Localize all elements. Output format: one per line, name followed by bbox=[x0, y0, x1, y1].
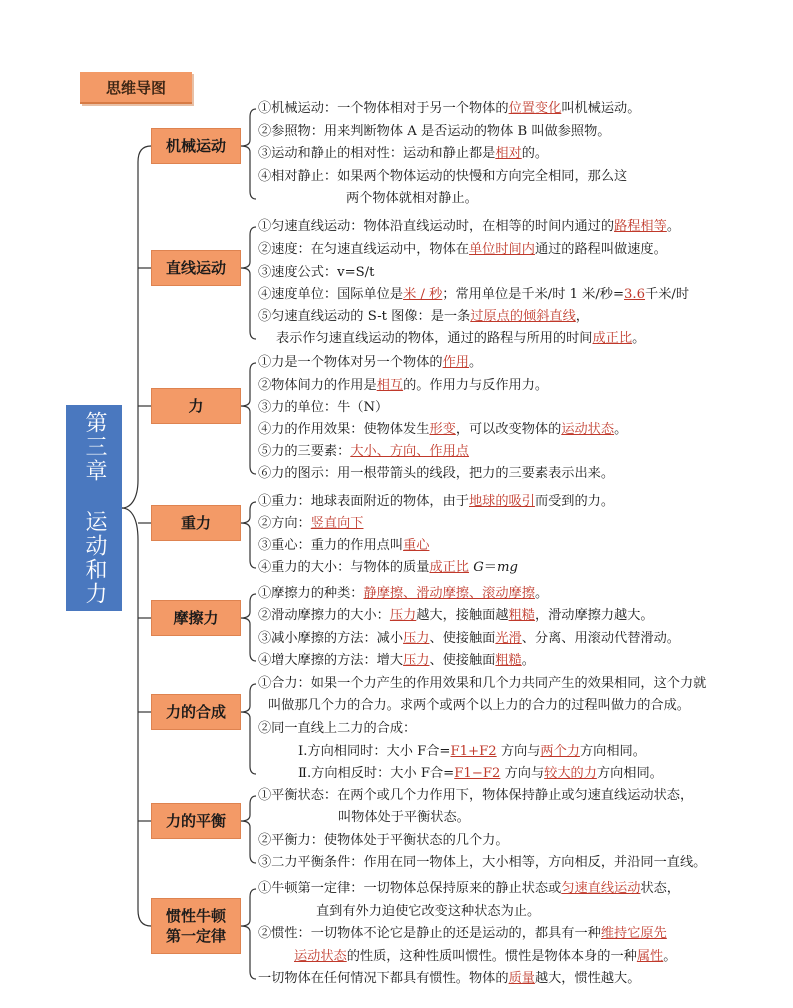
keyword-answer: 光滑 bbox=[495, 631, 522, 646]
line-text: ＝ bbox=[483, 560, 497, 575]
topic-line bbox=[258, 421, 627, 439]
line-text: ④相对静止：如果两个物体运动的快慢和方向完全相同，那么这 bbox=[258, 169, 628, 184]
line-text: 。 bbox=[469, 355, 483, 370]
topic-line bbox=[258, 854, 706, 872]
keyword-answer: 压力 bbox=[389, 608, 417, 623]
topic-line bbox=[258, 354, 482, 372]
line-text: ④力的作用效果：使物体发生 bbox=[258, 422, 430, 437]
topic-line bbox=[268, 697, 690, 715]
topic-line bbox=[258, 218, 680, 236]
line-text: ⑤力的三要素： bbox=[258, 444, 351, 459]
topic-line bbox=[258, 630, 680, 648]
line-text: 两个物体就相对静止。 bbox=[346, 191, 478, 206]
line-text: Ⅰ.方向相同时：大小 F合= bbox=[298, 744, 451, 759]
line-text: 方向与 bbox=[500, 766, 545, 781]
line-text: ， bbox=[575, 309, 589, 324]
line-text: ⑥力的图示：用一根带箭头的线段，把力的三要素表示出来。 bbox=[258, 466, 615, 481]
line-text: 、使接触面 bbox=[429, 653, 496, 668]
topic-line bbox=[276, 330, 645, 348]
topic-box: 力的平衡 bbox=[151, 803, 241, 839]
topic-line bbox=[258, 607, 654, 625]
keyword-answer: 作用 bbox=[442, 355, 469, 370]
keyword-answer: 较大的力 bbox=[544, 766, 597, 781]
line-text: 方向相同。 bbox=[579, 744, 646, 759]
line-text: ②速度：在匀速直线运动中，物体在 bbox=[258, 242, 469, 257]
topic-line bbox=[258, 970, 640, 988]
line-text: ③重心：重力的作用点叫 bbox=[258, 538, 404, 553]
topic-line bbox=[258, 652, 535, 670]
line-text: ②平衡力：使物体处于平衡状态的几个力。 bbox=[258, 833, 509, 848]
topic-box: 直线运动 bbox=[151, 250, 241, 286]
line-text: 表示作匀速直线运动的物体，通过的路程与所用的时间 bbox=[276, 331, 593, 346]
line-text: ③力的单位：牛（N） bbox=[258, 400, 389, 415]
topic-line bbox=[258, 286, 689, 304]
keyword-answer: 竖直向下 bbox=[310, 516, 364, 531]
topic-box: 惯性牛顿第一定律 bbox=[151, 898, 241, 954]
formula-symbol: mg bbox=[496, 560, 518, 575]
topic-line bbox=[258, 465, 614, 483]
keyword-answer: 质量 bbox=[508, 971, 535, 986]
line-text: ②同一直线上二力的合成： bbox=[258, 721, 417, 736]
line-text: 。 bbox=[521, 653, 535, 668]
keyword-answer: 大小、方向、作用点 bbox=[350, 444, 469, 459]
line-text: ②惯性：一切物体不论它是静止的还是运动的，都具有一种 bbox=[258, 926, 601, 941]
topic-line bbox=[258, 493, 614, 511]
line-text: 的。 bbox=[521, 146, 549, 161]
keyword-answer: 位置变化 bbox=[508, 101, 562, 116]
keyword-answer: F1−F2 bbox=[454, 766, 501, 781]
line-text: ，可以改变物体的 bbox=[455, 422, 562, 437]
topic-line bbox=[258, 832, 509, 850]
keyword-answer: 粗糙 bbox=[508, 608, 535, 623]
line-text: ④重力的大小：与物体的质量 bbox=[258, 560, 430, 575]
line-text: ，滑动摩擦力越大。 bbox=[534, 608, 654, 623]
line-text: ；常用单位是千米/时 1 米/秒= bbox=[442, 287, 625, 302]
topic-line bbox=[258, 515, 364, 533]
topic-box: 摩擦力 bbox=[151, 600, 241, 636]
topic-line bbox=[258, 241, 667, 259]
line-text: 叫物体处于平衡状态。 bbox=[338, 810, 470, 825]
line-text: ②参照物：用来判断物体 A 是否运动的物体 B 叫做参照物。 bbox=[258, 124, 611, 139]
topic-line bbox=[258, 399, 388, 417]
keyword-answer: 运动状态 bbox=[294, 949, 347, 964]
line-text: 。 bbox=[632, 331, 646, 346]
line-text: 、使接触面 bbox=[429, 631, 496, 646]
line-text: ①合力：如果一个力产生的作用效果和几个力共同产生的效果相同，这个力就 bbox=[258, 676, 707, 691]
keyword-answer: 维持它原先 bbox=[600, 926, 667, 941]
topic-line bbox=[298, 765, 663, 783]
line-text: 而受到的力。 bbox=[534, 494, 615, 509]
line-text: ①牛顿第一定律：一切物体总保持原来的静止状态或 bbox=[258, 881, 562, 896]
line-text: ④增大摩擦的方法：增大 bbox=[258, 653, 404, 668]
line-text: ①力是一个物体对另一个物体的 bbox=[258, 355, 443, 370]
line-text: 。 bbox=[663, 949, 677, 964]
topic-line bbox=[258, 675, 706, 693]
keyword-answer: 属性 bbox=[636, 949, 664, 964]
chapter-title: 第三章 运动和力 bbox=[66, 405, 122, 611]
line-text: 。 bbox=[614, 422, 628, 437]
keyword-answer: 成正比 bbox=[429, 560, 469, 575]
keyword-answer: 相对 bbox=[495, 146, 522, 161]
formula-symbol: G bbox=[473, 560, 484, 575]
line-text: ①机械运动：一个物体相对于另一个物体的 bbox=[258, 101, 509, 116]
keyword-answer: 压力 bbox=[403, 631, 430, 646]
line-text: ①平衡状态：在两个或几个力作用下，物体保持静止或匀速直线运动状态， bbox=[258, 788, 694, 803]
topic-line bbox=[316, 903, 540, 921]
line-text: Ⅱ.方向相反时：大小 F合= bbox=[298, 766, 455, 781]
topic-line bbox=[258, 123, 610, 141]
line-text: 、分离、用滚动代替滑动。 bbox=[521, 631, 680, 646]
keyword-answer: 形变 bbox=[429, 422, 456, 437]
keyword-answer: 米 / 秒 bbox=[403, 287, 443, 302]
keyword-answer: 重心 bbox=[403, 538, 430, 553]
keyword-answer: F1+F2 bbox=[450, 744, 497, 759]
keyword-answer: 匀速直线运动 bbox=[561, 881, 641, 896]
topic-line bbox=[258, 787, 693, 805]
keyword-answer: 地球的吸引 bbox=[469, 494, 535, 509]
topic-line bbox=[258, 559, 518, 577]
line-text: 。 bbox=[666, 219, 680, 234]
keyword-answer: 运动状态 bbox=[561, 422, 615, 437]
line-text: ③减小摩擦的方法：减小 bbox=[258, 631, 404, 646]
topic-line bbox=[258, 443, 469, 461]
line-text: 叫做那几个力的合力。求两个或两个以上力的合力的过程叫做力的合成。 bbox=[268, 698, 690, 713]
keyword-answer: 3.6 bbox=[624, 287, 646, 302]
topic-box: 力 bbox=[151, 388, 241, 424]
topic-line bbox=[258, 168, 627, 186]
topic-line bbox=[258, 145, 548, 163]
line-text: 越大，接触面越 bbox=[416, 608, 509, 623]
topic-line bbox=[346, 190, 478, 208]
line-text: 的。作用力与反作用力。 bbox=[403, 378, 549, 393]
topic-line bbox=[258, 377, 548, 395]
topic-line bbox=[258, 537, 429, 555]
line-text: ①重力：地球表面附近的物体，由于 bbox=[258, 494, 469, 509]
topic-line bbox=[258, 925, 667, 943]
topic-line bbox=[298, 743, 646, 761]
line-text: 的性质，这种性质叫惯性。惯性是物体本身的一种 bbox=[346, 949, 637, 964]
topic-line bbox=[258, 308, 589, 326]
topic-line bbox=[338, 809, 470, 827]
line-text: 状态， bbox=[640, 881, 680, 896]
keyword-answer: 静摩擦、滑动摩擦、滚动摩擦 bbox=[363, 586, 535, 601]
line-text: ⑤匀速直线运动的 S-t 图像：是一条 bbox=[258, 309, 471, 324]
keyword-answer: 成正比 bbox=[592, 331, 633, 346]
line-text: ①摩擦力的种类： bbox=[258, 586, 364, 601]
line-text: ③运动和静止的相对性：运动和静止都是 bbox=[258, 146, 496, 161]
topic-line bbox=[258, 585, 548, 603]
keyword-answer: 过原点的倾斜直线 bbox=[470, 309, 576, 324]
keyword-answer: 路程相等 bbox=[614, 219, 667, 234]
keyword-answer: 压力 bbox=[403, 653, 430, 668]
keyword-answer: 单位时间内 bbox=[469, 242, 535, 257]
line-text: ③二力平衡条件：作用在同一物体上，大小相等，方向相反，并沿同一直线。 bbox=[258, 855, 707, 870]
topic-line bbox=[258, 720, 416, 738]
topic-line bbox=[258, 880, 680, 898]
line-text: 直到有外力迫使它改变这种状态为止。 bbox=[316, 904, 541, 919]
line-text: 叫机械运动。 bbox=[561, 101, 641, 116]
line-text: ①匀速直线运动：物体沿直线运动时，在相等的时间内通过的 bbox=[258, 219, 615, 234]
topic-box: 重力 bbox=[151, 505, 241, 541]
line-text: 。 bbox=[534, 586, 549, 601]
topic-line bbox=[294, 948, 676, 966]
topic-box: 力的合成 bbox=[151, 694, 241, 730]
line-text: 越大，惯性越大。 bbox=[534, 971, 641, 986]
topic-box: 机械运动 bbox=[151, 128, 241, 164]
topic-line bbox=[258, 100, 640, 118]
line-text: 方向相同。 bbox=[596, 766, 663, 781]
line-text: ④速度单位：国际单位是 bbox=[258, 287, 404, 302]
keyword-answer: 粗糙 bbox=[495, 653, 522, 668]
line-text: ②物体间力的作用是 bbox=[258, 378, 377, 393]
keyword-answer: 两个力 bbox=[540, 744, 580, 759]
line-text: 一切物体在任何情况下都具有惯性。物体的 bbox=[258, 971, 509, 986]
line-text: 通过的路程叫做速度。 bbox=[534, 242, 667, 257]
line-text: 方向与 bbox=[496, 744, 541, 759]
line-text: ③速度公式：v=S/t bbox=[258, 265, 375, 280]
line-text: ②滑动摩擦力的大小： bbox=[258, 608, 390, 623]
line-text: 千米/时 bbox=[645, 287, 690, 302]
topic-line bbox=[258, 264, 374, 282]
mind-map-header: 思维导图 bbox=[80, 72, 192, 104]
line-text: ②方向： bbox=[258, 516, 311, 531]
keyword-answer: 相互 bbox=[376, 378, 404, 393]
